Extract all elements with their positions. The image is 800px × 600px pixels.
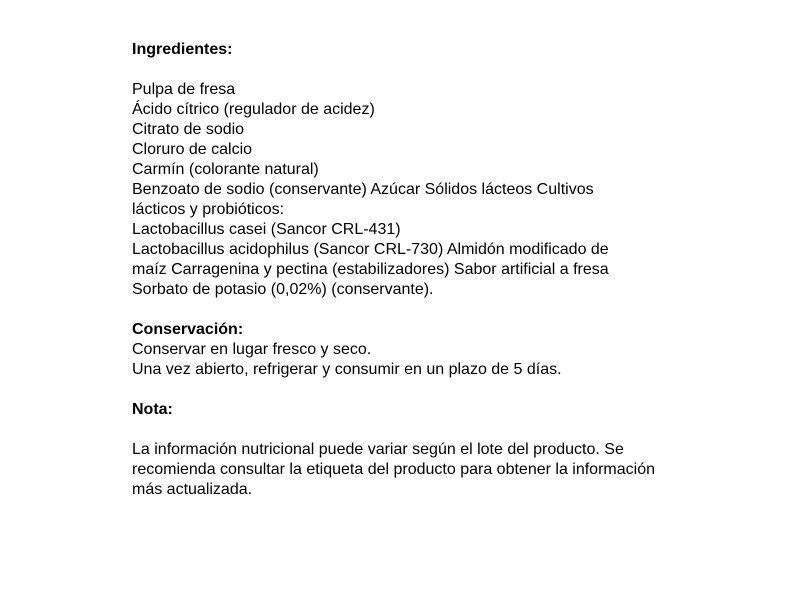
note-line: más actualizada. (132, 481, 253, 498)
ingredient-line: lácticos y probióticos: (132, 201, 285, 218)
product-label-document (132, 40, 692, 500)
ingredient-line: maíz Carragenina y pectina (estabilizadores) Sabor artificial a fresa (132, 261, 609, 278)
ingredient-line: Cloruro de calcio (132, 141, 253, 158)
conservation-text (132, 340, 692, 380)
ingredient-line: Carmín (colorante natural) (132, 161, 319, 178)
ingredient-line: Lactobacillus acidophilus (Sancor CRL-730) Almidón modificado de (132, 241, 609, 258)
ingredients-heading: Ingredientes: (132, 41, 233, 58)
ingredient-line: Benzoato de sodio (conservante) Azúcar Sólidos lácteos Cultivos (132, 181, 594, 198)
note-heading: Nota: (132, 401, 173, 418)
ingredient-line: Lactobacillus casei (Sancor CRL-431) (132, 221, 401, 238)
note-text (132, 440, 692, 500)
spacer (132, 60, 692, 80)
spacer (132, 380, 692, 400)
note-line: La información nutricional puede variar según el lote del producto. Se (132, 441, 624, 458)
conservation-heading: Conservación: (132, 321, 244, 338)
ingredient-line: Ácido cítrico (regulador de acidez) (132, 101, 375, 118)
conservation-line: Conservar en lugar fresco y seco. (132, 341, 372, 358)
ingredient-line: Pulpa de fresa (132, 81, 236, 98)
ingredients-list (132, 80, 692, 300)
ingredient-line: Sorbato de potasio (0,02%) (conservante). (132, 281, 434, 298)
note-line: recomienda consultar la etiqueta del producto para obtener la información (132, 461, 655, 478)
spacer (132, 300, 692, 320)
spacer (132, 420, 692, 440)
ingredient-line: Citrato de sodio (132, 121, 245, 138)
conservation-line: Una vez abierto, refrigerar y consumir en un plazo de 5 días. (132, 361, 562, 378)
